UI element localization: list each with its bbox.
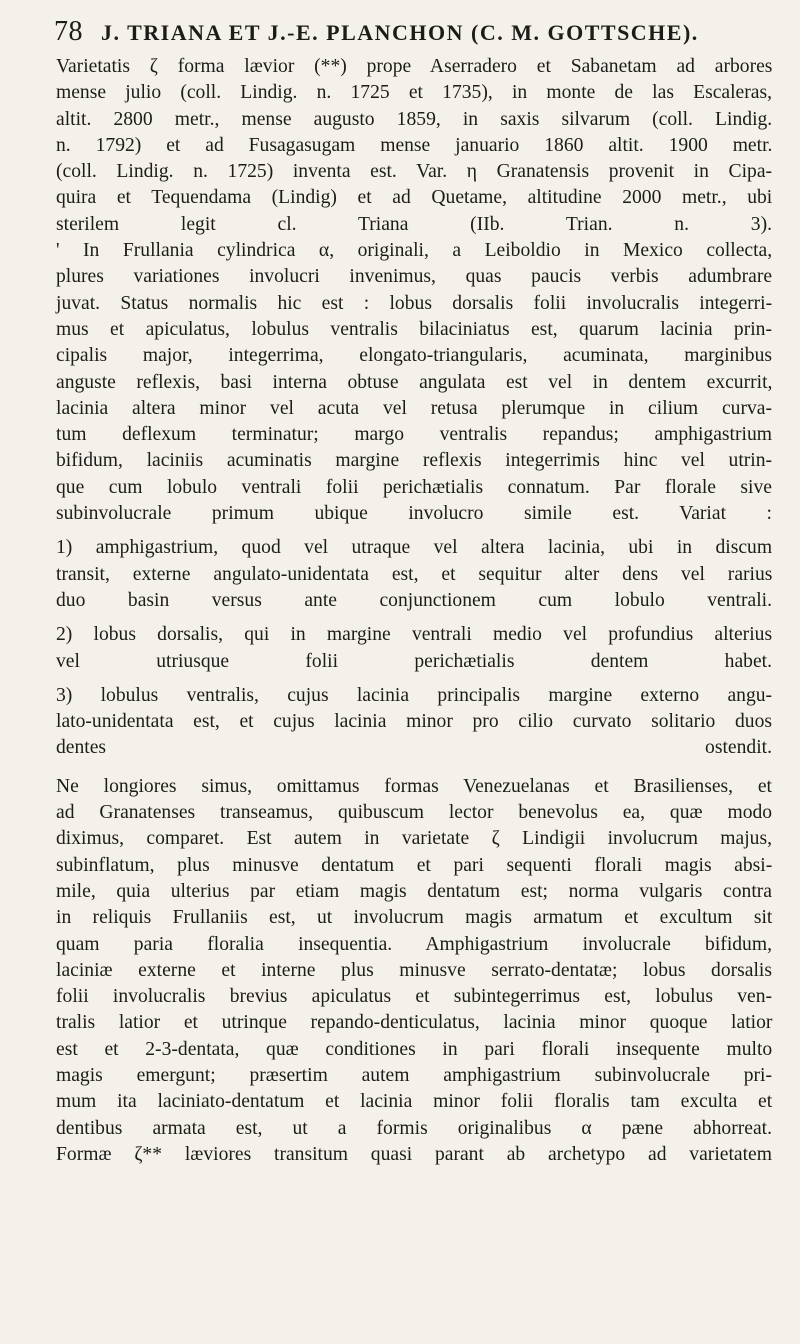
paragraph: [56, 622, 772, 675]
text-line: mense julio (coll. Lindig. n. 1725 et 1735), in monte de las Escaleras,: [56, 82, 772, 104]
body-text: [56, 54, 772, 1168]
page-number: 78: [54, 16, 83, 47]
text-line: 2) lobus dorsalis, qui in margine ventrali medio vel profundius alterius: [56, 624, 773, 646]
text-line: juvat. Status normalis hic est : lobus dorsalis folii involucralis integerri-: [56, 292, 773, 314]
text-line: subinflatum, plus minusve dentatum et pari sequenti florali magis absi-: [56, 854, 773, 876]
text-line: in reliquis Frullaniis est, ut involucrum magis armatum et excultum sit: [56, 907, 773, 929]
text-line: bifidum, laciniis acuminatis margine reflexis integerrimis hinc vel utrin-: [56, 450, 773, 472]
text-line: vel utriusque folii perichætialis dentem habet.: [56, 650, 772, 672]
paragraph: [56, 774, 772, 1168]
paragraph: [56, 238, 772, 527]
text-line: quam paria floralia insequentia. Amphigastrium involucrale bifidum,: [56, 933, 772, 955]
text-line: sterilem legit cl. Triana (IIb. Trian. n. 3).: [56, 213, 772, 235]
text-line: cipalis major, integerrima, elongato-triangularis, acuminata, marginibus: [56, 345, 772, 367]
text-line: lacinia altera minor vel acuta vel retusa plerumque in cilium curva-: [56, 397, 772, 419]
text-line: duo basin versus ante conjunctionem cum lobulo ventrali.: [56, 589, 772, 611]
text-line: laciniæ externe et interne plus minusve serrato-dentatæ; lobus dorsalis: [56, 959, 772, 981]
text-line: mile, quia ulterius par etiam magis dentatum est; norma vulgaris contra: [56, 880, 772, 902]
text-line: Ne longiores simus, omittamus formas Venezuelanas et Brasilienses, et: [56, 775, 772, 797]
text-line: diximus, comparet. Est autem in varietate ζ Lindigii involucrum majus,: [56, 828, 772, 850]
text-line: est et 2-3-dentata, quæ conditiones in pari florali insequente multo: [56, 1038, 773, 1060]
text-line: folii involucralis brevius apiculatus et subintegerrimus est, lobulus ven-: [56, 986, 773, 1008]
text-line: magis emergunt; præsertim autem amphigastrium subinvolucrale pri-: [56, 1064, 772, 1086]
text-line: dentes ostendit.: [56, 737, 772, 759]
text-line: ad Granatenses transeamus, quibuscum lector benevolus ea, quæ modo: [56, 802, 773, 824]
text-line: (coll. Lindig. n. 1725) inventa est. Var. η Granatensis provenit in Cipa-: [56, 161, 773, 183]
text-line: mum ita laciniato-dentatum et lacinia minor folii floralis tam exculta et: [56, 1091, 773, 1113]
running-title: J. TRIANA ET J.-E. PLANCHON (C. M. GOTTSCHE).: [101, 20, 699, 45]
text-line: subinvolucrale primum ubique involucro simile est. Variat :: [56, 503, 772, 525]
text-line: 1) amphigastrium, quod vel utraque vel altera lacinia, ubi in discum: [56, 537, 773, 559]
running-header: [54, 16, 772, 48]
text-line: dentibus armata est, ut a formis originalibus α pæne abhorreat.: [56, 1117, 772, 1139]
text-line: n. 1792) et ad Fusagasugam mense januario 1860 altit. 1900 metr.: [56, 134, 773, 156]
text-line: transit, externe angulato-unidentata est, et sequitur alter dens vel rarius: [56, 563, 773, 585]
text-line: altit. 2800 metr., mense augusto 1859, in saxis silvarum (coll. Lindig.: [56, 108, 773, 130]
text-line: tralis latior et utrinque repando-denticulatus, lacinia minor quoque latior: [56, 1012, 773, 1034]
text-line: ' In Frullania cylindrica α, originali, a Leiboldio in Mexico collecta,: [56, 240, 773, 262]
text-line: 3) lobulus ventralis, cujus lacinia principalis margine externo angu-: [56, 684, 773, 706]
paragraph: [56, 535, 772, 614]
text-line: que cum lobulo ventrali folii perichætialis connatum. Par florale sive: [56, 476, 772, 498]
paragraph: [56, 54, 772, 238]
text-line: quira et Tequendama (Lindig) et ad Quetame, altitudine 2000 metr., ubi: [56, 187, 773, 209]
text-line: lato-unidentata est, et cujus lacinia minor pro cilio curvato solitario duos: [56, 711, 772, 733]
paragraph: [56, 683, 772, 762]
text-line: anguste reflexis, basi interna obtuse angulata est vel in dentem excurrit,: [56, 371, 773, 393]
text-line: tum deflexum terminatur; margo ventralis repandus; amphigastrium: [56, 424, 772, 446]
text-line: mus et apiculatus, lobulus ventralis bilaciniatus est, quarum lacinia prin-: [56, 318, 772, 340]
text-line: plures variationes involucri invenimus, quas paucis verbis adumbrare: [56, 266, 773, 288]
text-line: Varietatis ζ forma lævior (**) prope Aserradero et Sabanetam ad arbores: [56, 56, 773, 77]
text-line: Formæ ζ** læviores transitum quasi parant ab archetypo ad varietatem: [56, 1143, 772, 1165]
